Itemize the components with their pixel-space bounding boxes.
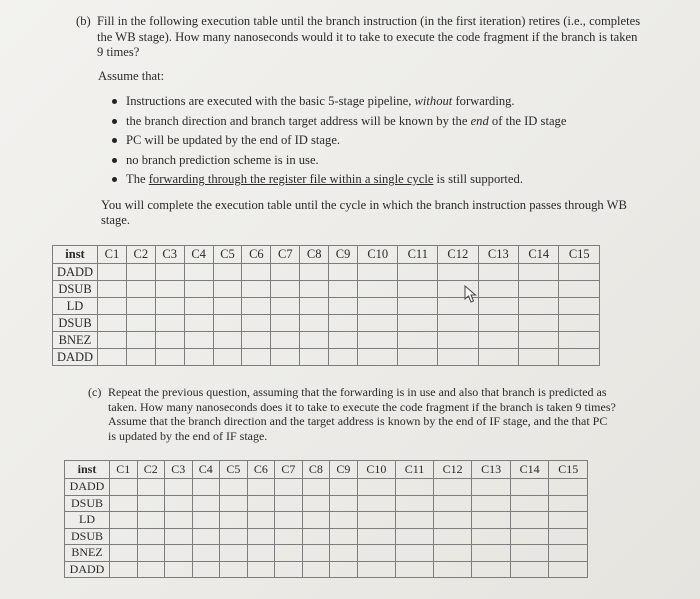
pipeline-stage-cell[interactable] [330, 561, 358, 578]
pipeline-stage-cell[interactable] [330, 479, 358, 496]
pipeline-stage-cell[interactable] [165, 528, 193, 545]
pipeline-stage-cell[interactable] [559, 332, 600, 349]
question-b-label: (b) [76, 14, 91, 28]
pipeline-stage-cell[interactable] [137, 528, 165, 545]
question-c [88, 385, 616, 443]
pipeline-stage-cell[interactable] [478, 315, 518, 332]
cycle-column-header: C8 [302, 461, 330, 479]
pipeline-stage-cell[interactable] [358, 281, 398, 298]
pipeline-stage-cell[interactable] [110, 495, 138, 512]
bullet-icon [112, 119, 117, 124]
pipeline-stage-cell[interactable] [398, 264, 438, 281]
pipeline-stage-cell[interactable] [510, 545, 549, 562]
pipeline-stage-cell[interactable] [247, 528, 275, 545]
pipeline-stage-cell[interactable] [220, 512, 248, 529]
pipeline-stage-cell[interactable] [165, 512, 193, 529]
assumption-item: PC will be updated by the end of ID stage. [110, 131, 566, 151]
pipeline-stage-cell[interactable] [329, 298, 358, 315]
cycle-column-header: C14 [510, 461, 549, 479]
table-row [53, 281, 600, 298]
pipeline-stage-cell[interactable] [242, 332, 271, 349]
pipeline-stage-cell[interactable] [300, 264, 329, 281]
pipeline-stage-cell[interactable] [184, 281, 213, 298]
pipeline-stage-cell[interactable] [433, 545, 472, 562]
cycle-column-header: C3 [155, 246, 184, 264]
pipeline-stage-cell[interactable] [357, 512, 396, 529]
execution-table-c [64, 460, 588, 578]
pipeline-stage-cell[interactable] [247, 561, 275, 578]
cycle-column-header: C11 [398, 246, 438, 264]
pipeline-stage-cell[interactable] [302, 495, 330, 512]
pipeline-stage-cell[interactable] [247, 479, 275, 496]
pipeline-stage-cell[interactable] [247, 495, 275, 512]
pipeline-stage-cell[interactable] [549, 528, 588, 545]
cycle-column-header: C6 [242, 246, 271, 264]
pipeline-stage-cell[interactable] [271, 349, 300, 366]
pipeline-stage-cell[interactable] [126, 281, 155, 298]
instruction-cell: DSUB [65, 495, 110, 512]
pipeline-stage-cell[interactable] [472, 528, 511, 545]
pipeline-stage-cell[interactable] [519, 281, 559, 298]
pipeline-stage-cell[interactable] [549, 495, 588, 512]
pipeline-stage-cell[interactable] [98, 264, 127, 281]
cycle-column-header: C12 [433, 461, 472, 479]
pipeline-stage-cell[interactable] [510, 495, 549, 512]
pipeline-stage-cell[interactable] [510, 479, 549, 496]
pipeline-stage-cell[interactable] [155, 281, 184, 298]
pipeline-stage-cell[interactable] [126, 349, 155, 366]
pipeline-stage-cell[interactable] [155, 349, 184, 366]
bullet-icon [112, 99, 117, 104]
pipeline-stage-cell[interactable] [329, 332, 358, 349]
pipeline-stage-cell[interactable] [242, 315, 271, 332]
pipeline-stage-cell[interactable] [110, 545, 138, 562]
pipeline-stage-cell[interactable] [98, 332, 127, 349]
assumption-item: Instructions are executed with the basic 5-stage pipeline, without forwarding. [110, 92, 566, 112]
pipeline-stage-cell[interactable] [472, 561, 511, 578]
pipeline-stage-cell[interactable] [192, 495, 220, 512]
pipeline-stage-cell[interactable] [549, 545, 588, 562]
pipeline-stage-cell[interactable] [184, 332, 213, 349]
pipeline-stage-cell[interactable] [98, 281, 127, 298]
pipeline-stage-cell[interactable] [302, 479, 330, 496]
pipeline-stage-cell[interactable] [220, 561, 248, 578]
pipeline-stage-cell[interactable] [396, 479, 434, 496]
pipeline-stage-cell[interactable] [213, 315, 242, 332]
table-row [53, 332, 600, 349]
pipeline-stage-cell[interactable] [559, 349, 600, 366]
pipeline-stage-cell[interactable] [398, 315, 438, 332]
mouse-pointer-icon [462, 285, 480, 305]
pipeline-stage-cell[interactable] [126, 332, 155, 349]
pipeline-stage-cell[interactable] [192, 528, 220, 545]
pipeline-stage-cell[interactable] [472, 479, 511, 496]
cycle-column-header: C12 [438, 246, 478, 264]
cycle-column-header: C13 [478, 246, 518, 264]
pipeline-stage-cell[interactable] [126, 298, 155, 315]
table-row [65, 479, 588, 496]
pipeline-stage-cell[interactable] [329, 349, 358, 366]
pipeline-stage-cell[interactable] [357, 561, 396, 578]
cycle-column-header: C15 [549, 461, 588, 479]
instruction-cell: LD [65, 512, 110, 529]
cycle-column-header: C5 [213, 246, 242, 264]
pipeline-stage-cell[interactable] [559, 264, 600, 281]
pipeline-stage-cell[interactable] [110, 479, 138, 496]
pipeline-stage-cell[interactable] [329, 264, 358, 281]
pipeline-stage-cell[interactable] [559, 298, 600, 315]
pipeline-stage-cell[interactable] [438, 315, 478, 332]
cycle-column-header: C3 [165, 461, 193, 479]
pipeline-stage-cell[interactable] [478, 264, 518, 281]
pipeline-stage-cell[interactable] [396, 528, 434, 545]
pipeline-stage-cell[interactable] [549, 479, 588, 496]
pipeline-stage-cell[interactable] [98, 315, 127, 332]
question-b-text: Fill in the following execution table until the branch instruction (in the first iteration) retires (i.e., completes the WB stage). How many nanoseconds would it to take to execute the code fragment if the branch is taken 9 times? [97, 14, 641, 59]
pipeline-stage-cell[interactable] [396, 512, 434, 529]
table-row [53, 264, 600, 281]
pipeline-stage-cell[interactable] [242, 264, 271, 281]
pipeline-stage-cell[interactable] [247, 545, 275, 562]
pipeline-stage-cell[interactable] [559, 281, 600, 298]
bullet-icon [112, 158, 117, 163]
pipeline-stage-cell[interactable] [519, 315, 559, 332]
pipeline-stage-cell[interactable] [213, 281, 242, 298]
assumption-item: no branch prediction scheme is in use. [110, 151, 566, 171]
pipeline-stage-cell[interactable] [478, 298, 518, 315]
pipeline-stage-cell[interactable] [271, 315, 300, 332]
cycle-column-header: C15 [559, 246, 600, 264]
pipeline-stage-cell[interactable] [192, 479, 220, 496]
pipeline-stage-cell[interactable] [271, 264, 300, 281]
pipeline-stage-cell[interactable] [396, 495, 434, 512]
cycle-column-header: C10 [357, 461, 396, 479]
pipeline-stage-cell[interactable] [275, 495, 303, 512]
pipeline-stage-cell[interactable] [275, 545, 303, 562]
pipeline-stage-cell[interactable] [213, 264, 242, 281]
pipeline-stage-cell[interactable] [271, 332, 300, 349]
instruction-cell: DADD [65, 479, 110, 496]
table-row [53, 349, 600, 366]
pipeline-stage-cell[interactable] [155, 298, 184, 315]
question-c-label: (c) [88, 385, 102, 399]
table-row [65, 512, 588, 529]
pipeline-stage-cell[interactable] [165, 561, 193, 578]
pipeline-stage-cell[interactable] [330, 545, 358, 562]
instruction-cell: DADD [53, 264, 98, 281]
cycle-column-header: C10 [358, 246, 398, 264]
pipeline-stage-cell[interactable] [155, 264, 184, 281]
pipeline-stage-cell[interactable] [98, 298, 127, 315]
pipeline-stage-cell[interactable] [271, 281, 300, 298]
inst-column-header: inst [65, 461, 110, 479]
pipeline-stage-cell[interactable] [330, 528, 358, 545]
cycle-column-header: C11 [396, 461, 434, 479]
pipeline-stage-cell[interactable] [220, 495, 248, 512]
pipeline-stage-cell[interactable] [510, 528, 549, 545]
pipeline-stage-cell[interactable] [213, 332, 242, 349]
pipeline-stage-cell[interactable] [126, 315, 155, 332]
cycle-column-header: C13 [472, 461, 511, 479]
pipeline-stage-cell[interactable] [192, 512, 220, 529]
pipeline-stage-cell[interactable] [357, 479, 396, 496]
cycle-column-header: C8 [300, 246, 329, 264]
pipeline-stage-cell[interactable] [519, 264, 559, 281]
inst-column-header: inst [53, 246, 98, 264]
pipeline-stage-cell[interactable] [271, 298, 300, 315]
bullet-icon [112, 177, 117, 182]
pipeline-stage-cell[interactable] [184, 298, 213, 315]
pipeline-stage-cell[interactable] [165, 479, 193, 496]
pipeline-stage-cell[interactable] [433, 479, 472, 496]
pipeline-stage-cell[interactable] [478, 349, 518, 366]
pipeline-stage-cell[interactable] [300, 315, 329, 332]
pipeline-stage-cell[interactable] [329, 315, 358, 332]
pipeline-stage-cell[interactable] [330, 495, 358, 512]
execution-table-b [52, 245, 600, 366]
bullet-icon [112, 138, 117, 143]
table-row [53, 315, 600, 332]
pipeline-stage-cell[interactable] [302, 528, 330, 545]
table-row [65, 545, 588, 562]
cycle-column-header: C6 [247, 461, 275, 479]
pipeline-stage-cell[interactable] [242, 298, 271, 315]
pipeline-stage-cell[interactable] [358, 349, 398, 366]
pipeline-stage-cell[interactable] [213, 298, 242, 315]
pipeline-stage-cell[interactable] [398, 281, 438, 298]
pipeline-stage-cell[interactable] [472, 545, 511, 562]
pipeline-stage-cell[interactable] [275, 479, 303, 496]
table-header-row [53, 246, 600, 264]
pipeline-stage-cell[interactable] [519, 298, 559, 315]
pipeline-stage-cell[interactable] [302, 512, 330, 529]
pipeline-stage-cell[interactable] [220, 528, 248, 545]
table-row [53, 298, 600, 315]
pipeline-stage-cell[interactable] [220, 545, 248, 562]
pipeline-stage-cell[interactable] [433, 561, 472, 578]
pipeline-stage-cell[interactable] [478, 332, 518, 349]
pipeline-stage-cell[interactable] [559, 315, 600, 332]
pipeline-stage-cell[interactable] [357, 495, 396, 512]
pipeline-stage-cell[interactable] [137, 512, 165, 529]
pipeline-stage-cell[interactable] [137, 479, 165, 496]
pipeline-stage-cell[interactable] [438, 264, 478, 281]
pipeline-stage-cell[interactable] [358, 264, 398, 281]
pipeline-stage-cell[interactable] [396, 561, 434, 578]
pipeline-stage-cell[interactable] [396, 545, 434, 562]
pipeline-stage-cell[interactable] [398, 332, 438, 349]
pipeline-stage-cell[interactable] [300, 332, 329, 349]
cycle-column-header: C9 [329, 246, 358, 264]
assume-label: Assume that: [98, 69, 165, 83]
pipeline-stage-cell[interactable] [358, 298, 398, 315]
pipeline-stage-cell[interactable] [300, 298, 329, 315]
pipeline-stage-cell[interactable] [165, 495, 193, 512]
cycle-column-header: C9 [330, 461, 358, 479]
instruction-cell: DSUB [53, 281, 98, 298]
pipeline-stage-cell[interactable] [398, 298, 438, 315]
pipeline-stage-cell[interactable] [358, 332, 398, 349]
pipeline-stage-cell[interactable] [275, 528, 303, 545]
pipeline-stage-cell[interactable] [137, 495, 165, 512]
pipeline-stage-cell[interactable] [213, 349, 242, 366]
pipeline-stage-cell[interactable] [519, 332, 559, 349]
pipeline-stage-cell[interactable] [184, 264, 213, 281]
pipeline-stage-cell[interactable] [155, 332, 184, 349]
instruction-cell: BNEZ [65, 545, 110, 562]
pipeline-stage-cell[interactable] [358, 315, 398, 332]
pipeline-stage-cell[interactable] [110, 561, 138, 578]
pipeline-stage-cell[interactable] [433, 528, 472, 545]
cycle-column-header: C1 [98, 246, 127, 264]
pipeline-stage-cell[interactable] [549, 561, 588, 578]
pipeline-stage-cell[interactable] [184, 315, 213, 332]
pipeline-stage-cell[interactable] [137, 545, 165, 562]
pipeline-stage-cell[interactable] [155, 315, 184, 332]
pipeline-stage-cell[interactable] [242, 349, 271, 366]
pipeline-stage-cell[interactable] [433, 512, 472, 529]
pipeline-stage-cell[interactable] [275, 512, 303, 529]
pipeline-stage-cell[interactable] [137, 561, 165, 578]
pipeline-stage-cell[interactable] [438, 349, 478, 366]
pipeline-stage-cell[interactable] [192, 545, 220, 562]
cycle-column-header: C5 [220, 461, 248, 479]
assumption-item: The forwarding through the register file within a single cycle is still supported. [110, 170, 566, 190]
pipeline-stage-cell[interactable] [519, 349, 559, 366]
instruction-cell: DSUB [65, 528, 110, 545]
pipeline-stage-cell[interactable] [220, 479, 248, 496]
pipeline-stage-cell[interactable] [438, 332, 478, 349]
question-c-text: Repeat the previous question, assuming that the forwarding is in use and also that branch is predicted as taken. How many nanoseconds does it to take to execute the code fragment if the branch is taken 9 times? Assume that the branch direction and the target address is known by the end of IF stage, and the that PC is updated by the end of IF stage. [108, 385, 616, 443]
pipeline-stage-cell[interactable] [275, 561, 303, 578]
pipeline-stage-cell[interactable] [300, 349, 329, 366]
pipeline-stage-cell[interactable] [472, 512, 511, 529]
pipeline-stage-cell[interactable] [433, 495, 472, 512]
assumption-item: the branch direction and branch target address will be known by the end of the ID stage [110, 112, 566, 132]
table-row [65, 528, 588, 545]
pipeline-stage-cell[interactable] [98, 349, 127, 366]
cycle-column-header: C1 [110, 461, 138, 479]
pipeline-stage-cell[interactable] [302, 545, 330, 562]
cycle-column-header: C4 [192, 461, 220, 479]
pipeline-stage-cell[interactable] [472, 495, 511, 512]
pipeline-stage-cell[interactable] [478, 281, 518, 298]
pipeline-stage-cell[interactable] [242, 281, 271, 298]
cycle-column-header: C14 [519, 246, 559, 264]
pipeline-stage-cell[interactable] [398, 349, 438, 366]
pipeline-stage-cell[interactable] [510, 512, 549, 529]
pipeline-stage-cell[interactable] [357, 528, 396, 545]
pipeline-stage-cell[interactable] [549, 512, 588, 529]
pipeline-stage-cell[interactable] [165, 545, 193, 562]
pipeline-stage-cell[interactable] [247, 512, 275, 529]
question-b [76, 14, 646, 61]
pipeline-stage-cell[interactable] [110, 512, 138, 529]
instruction-cell: DADD [65, 561, 110, 578]
pipeline-stage-cell[interactable] [192, 561, 220, 578]
instruction-cell: DSUB [53, 315, 98, 332]
cycle-column-header: C7 [275, 461, 303, 479]
cycle-column-header: C7 [271, 246, 300, 264]
instruction-cell: LD [53, 298, 98, 315]
pipeline-stage-cell[interactable] [184, 349, 213, 366]
cycle-column-header: C4 [184, 246, 213, 264]
instruction-cell: DADD [53, 349, 98, 366]
assumption-list [110, 92, 566, 190]
pipeline-stage-cell[interactable] [357, 545, 396, 562]
table-row [65, 561, 588, 578]
instruction-cell: BNEZ [53, 332, 98, 349]
pipeline-stage-cell[interactable] [329, 281, 358, 298]
cycle-column-header: C2 [137, 461, 165, 479]
cycle-column-header: C2 [126, 246, 155, 264]
table-row [65, 495, 588, 512]
pipeline-stage-cell[interactable] [300, 281, 329, 298]
pipeline-stage-cell[interactable] [126, 264, 155, 281]
pipeline-stage-cell[interactable] [330, 512, 358, 529]
table-instruction-note: You will complete the execution table until the cycle in which the branch instruction passes through WB stage. [101, 198, 627, 227]
pipeline-stage-cell[interactable] [110, 528, 138, 545]
table-header-row [65, 461, 588, 479]
pipeline-stage-cell[interactable] [302, 561, 330, 578]
pipeline-stage-cell[interactable] [510, 561, 549, 578]
